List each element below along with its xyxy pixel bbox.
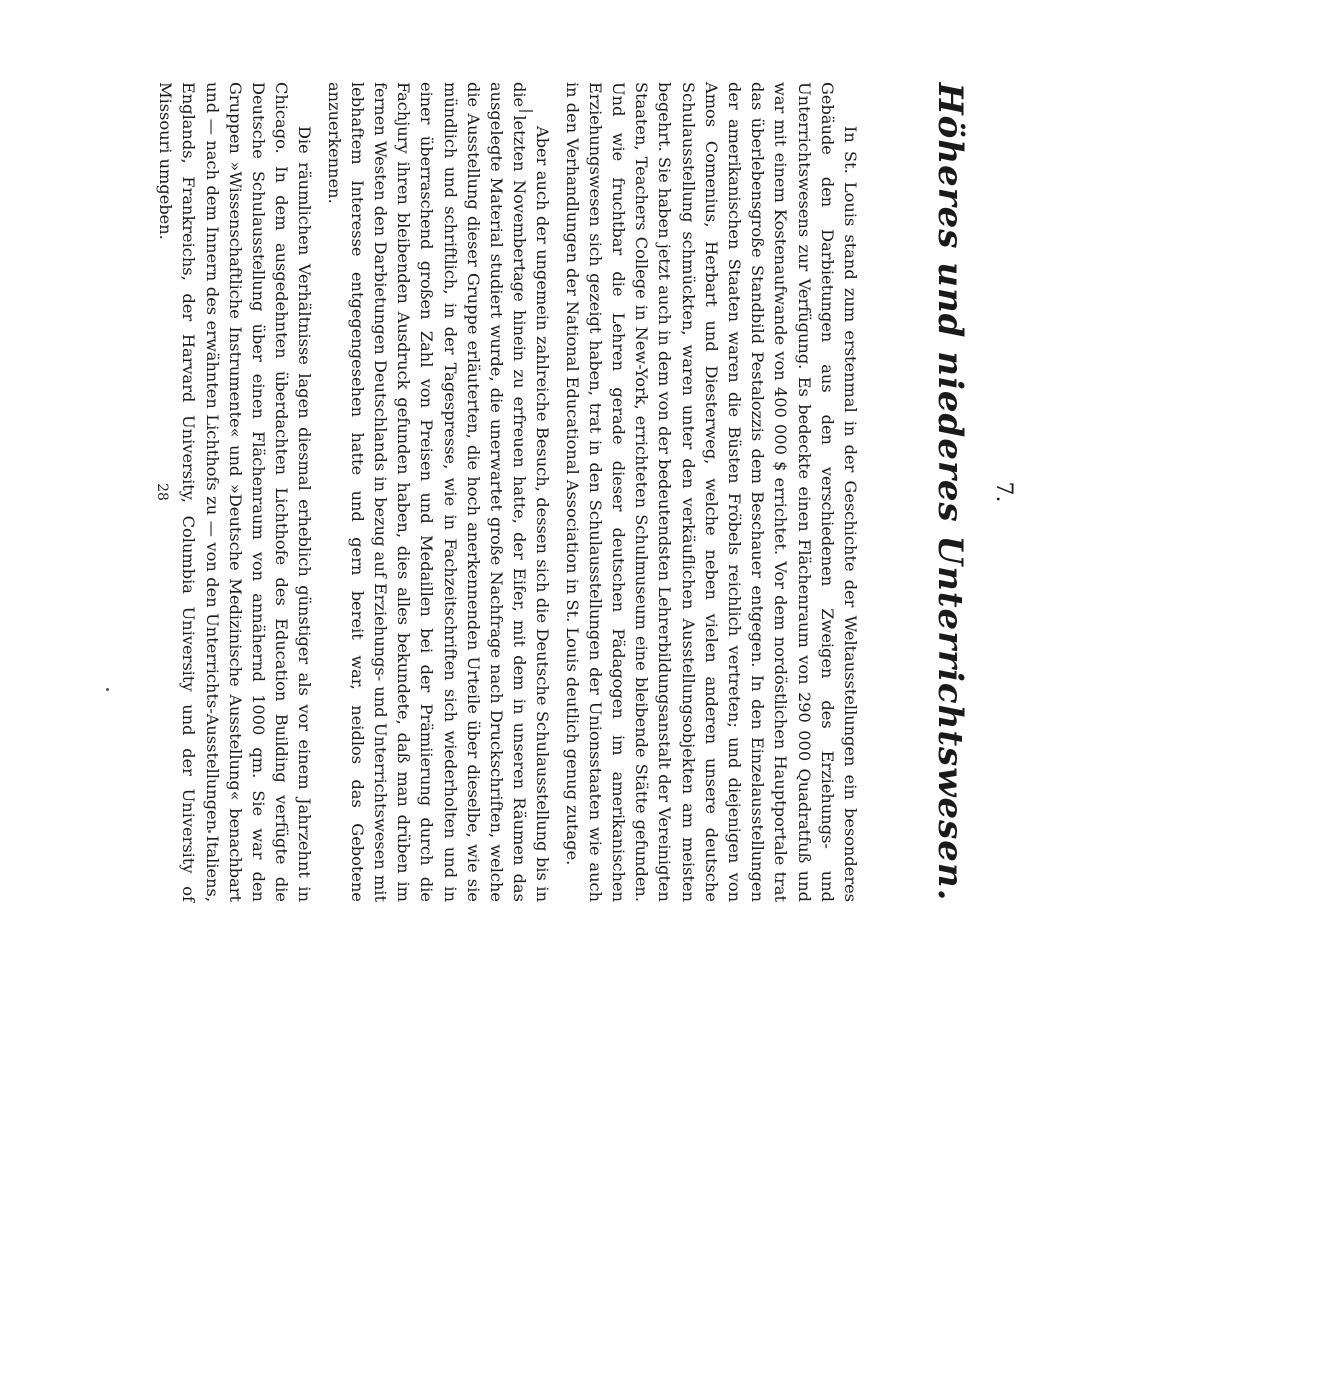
paragraph: In St. Louis stand zum erstenmal in der Geschichte der Weltausstellungen ein besonderes Gebäude den Darbietungen aus den verschiedenen Zweigen des Erziehungs- und Unterrichtswesens zur Verfügung. Es bedeckte einen Flächenraum von 290 000 Quadratfuß und war mit einem Kostenaufwande von 400 000 $ errichtet. Vor dem nordöstlichen Hauptportale trat das überlebensgroße Standbild Pestalozzis dem Beschauer entgegen. In den Einzelausstellungen der amerikanischen Staaten waren die Büsten Fröbels reichlich vertreten; und diejenigen von Amos Comenius, Herbart und Diesterweg, welche neben vielen anderen unsere deutsche Schulausstellung schmückten, waren unter den verkäuflichen Ausstellungsobjekten am meisten begehrt. Sie haben jetzt auch in dem von der bedeutendsten Lehrerbildungsanstalt der Vereinigten Staaten, Teachers College in New-York, errichteten Schulmuseum eine bleibende Stätte gefunden. Und wie fruchtbar die Lehren gerade dieser deutschen Pädagogen im amerikanischen Erziehungswesen sich gezeigt haben, trat in den Schulausstellungen der Unionsstaaten wie auch in den Verhandlungen der National Educational Association in St. Louis deutlich genug zutage. — [562, 82, 860, 902]
paragraph: Die räumlichen Verhältnisse lagen diesmal erheblich günstiger als vor einem Jahrzehnt in Chicago. In dem ausgedehnten überdachten Lichthofe des Education Building verfügte die Deutsche Schulausstellung über einen Flächenraum von annähernd 1000 qm. Sie war den Gruppen »Wissenschaftliche Instrumente« und »Deutsche Medizinische Ausstellung« benachbart und — nach dem Innern des erwähnten Lichthofs zu — von den Unterrichts-Ausstellungen Italiens, Englands, Frankreichs, der Harvard University, Columbia University und der University of Missouri umgeben. — [156, 82, 315, 902]
document-page — [122, 52, 1022, 932]
chapter-title: Höheres und niederes Unterrichtswesen. — [930, 82, 970, 902]
chapter-number: 7. — [991, 481, 1016, 503]
scan-artifact-dot — [106, 688, 109, 691]
paragraph: Aber auch der ungemein zahlreiche Besuch, dessen sich die Deutsche Schulausstellung bis in die letzten Novembertage hinein zu erfreuen hatte, der Eifer, mit dem in unseren Räumen das ausgelegte Material studiert wurde, die unerwartet große Nachfrage nach Druckschriften, welche die Ausstellung dieser Gruppe erläuterten, die hoch anerkennenden Urteile über dieselbe, wie sie mündlich und schriftlich, in der Tagespresse, wie in Fachzeitschriften sich wiederholten und in einer überraschend großen Zahl von Preisen und Medaillen bei der Prämiierung durch die Fachjury ihren bleibenden Ausdruck gefunden haben, dies alles bekundete, daß man drüben im fernen Westen den Darbietungen Deutschlands in bezug auf Erziehungs- und Unterrichtswesen mit lebhaftem Interesse entgegengesehen hatte und gern bereit war, neidlos das Gebotene anzuerkennen. — [324, 82, 553, 902]
body-text — [148, 82, 862, 902]
page-number: 28 — [154, 483, 170, 501]
